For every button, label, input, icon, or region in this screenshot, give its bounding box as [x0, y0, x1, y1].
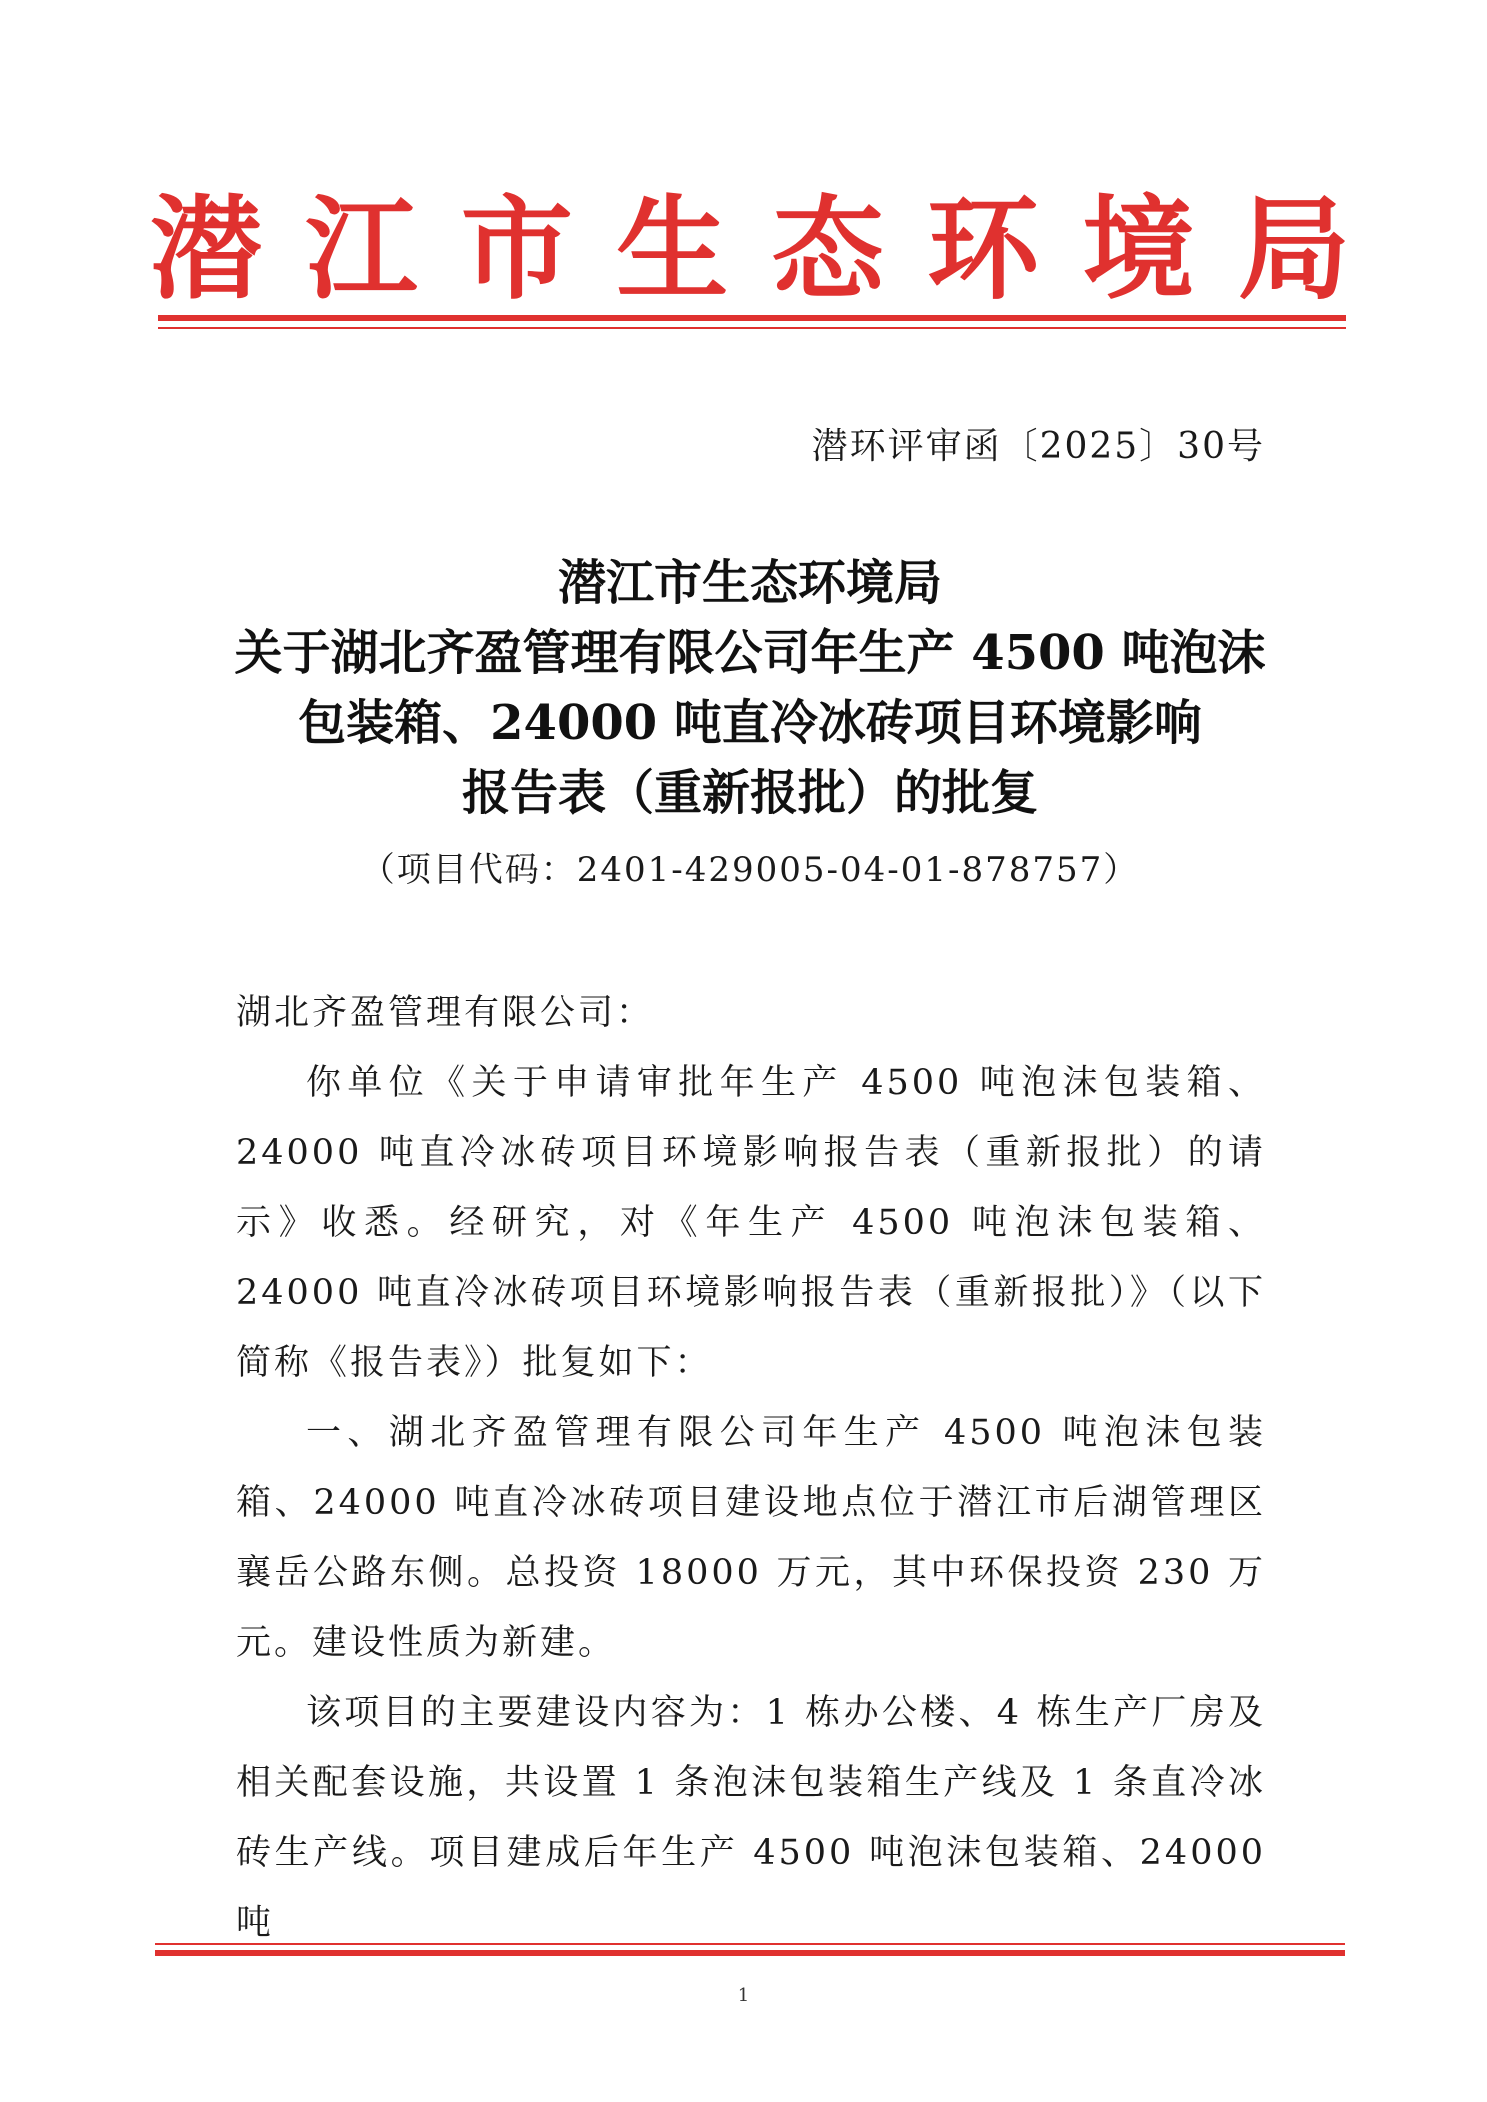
agency-char: 态 — [771, 184, 884, 315]
body-paragraph-1: 你单位《关于申请审批年生产 4500 吨泡沫包装箱、24000 吨直冷冰砖项目环境影响报告表（重新报批）的请示》收悉。经研究，对《年生产 4500 吨泡沫包装箱、24000 吨直冷冰砖项目环境影响报告表（重新报批）》（以下简称《报告表》）批复如下： — [236, 1063, 1266, 1383]
agency-char: 局 — [1237, 184, 1350, 315]
body-paragraph-2: 一、湖北齐盈管理有限公司年生产 4500 吨泡沫包装箱、24000 吨直冷冰砖项目建设地点位于潜江市后湖管理区襄岳公路东侧。总投资 18000 万元，其中环保投资 230 万元。建设性质为新建。 — [236, 1413, 1266, 1663]
agency-char: 环 — [927, 184, 1040, 315]
agency-char: 江 — [305, 184, 418, 315]
project-code: （项目代码：2401-429005-04-01-878757） — [360, 850, 1140, 890]
document-title — [150, 548, 1350, 828]
salutation: 湖北齐盈管理有限公司： — [236, 993, 655, 1033]
page-number: 1 — [737, 1985, 750, 2006]
header-divider-thick — [158, 315, 1346, 321]
agency-char: 境 — [1082, 184, 1195, 315]
header-divider-thin — [158, 327, 1346, 329]
agency-char: 潜 — [150, 184, 262, 315]
agency-header — [150, 180, 1350, 320]
agency-char: 市 — [460, 184, 573, 315]
document-body — [236, 978, 1266, 1958]
document-number: 潜环评审函〔2025〕30号 — [811, 426, 1265, 467]
title-line-3: 包装箱、24000 吨直冷冰砖项目环境影响 — [298, 695, 1202, 751]
title-line-1: 潜江市生态环境局 — [557, 555, 942, 611]
agency-char: 生 — [616, 184, 729, 315]
title-line-2: 关于湖北齐盈管理有限公司年生产 4500 吨泡沫 — [234, 625, 1266, 681]
footer-divider-thin — [155, 1943, 1345, 1945]
footer-divider-thick — [155, 1950, 1345, 1956]
title-line-4: 报告表（重新报批）的批复 — [461, 765, 1038, 821]
body-paragraph-3: 该项目的主要建设内容为：1 栋办公楼、4 栋生产厂房及相关配套设施，共设置 1 条泡沫包装箱生产线及 1 条直冷冰砖生产线。项目建成后年生产 4500 吨泡沫包装箱、24000 吨 — [236, 1693, 1266, 1943]
